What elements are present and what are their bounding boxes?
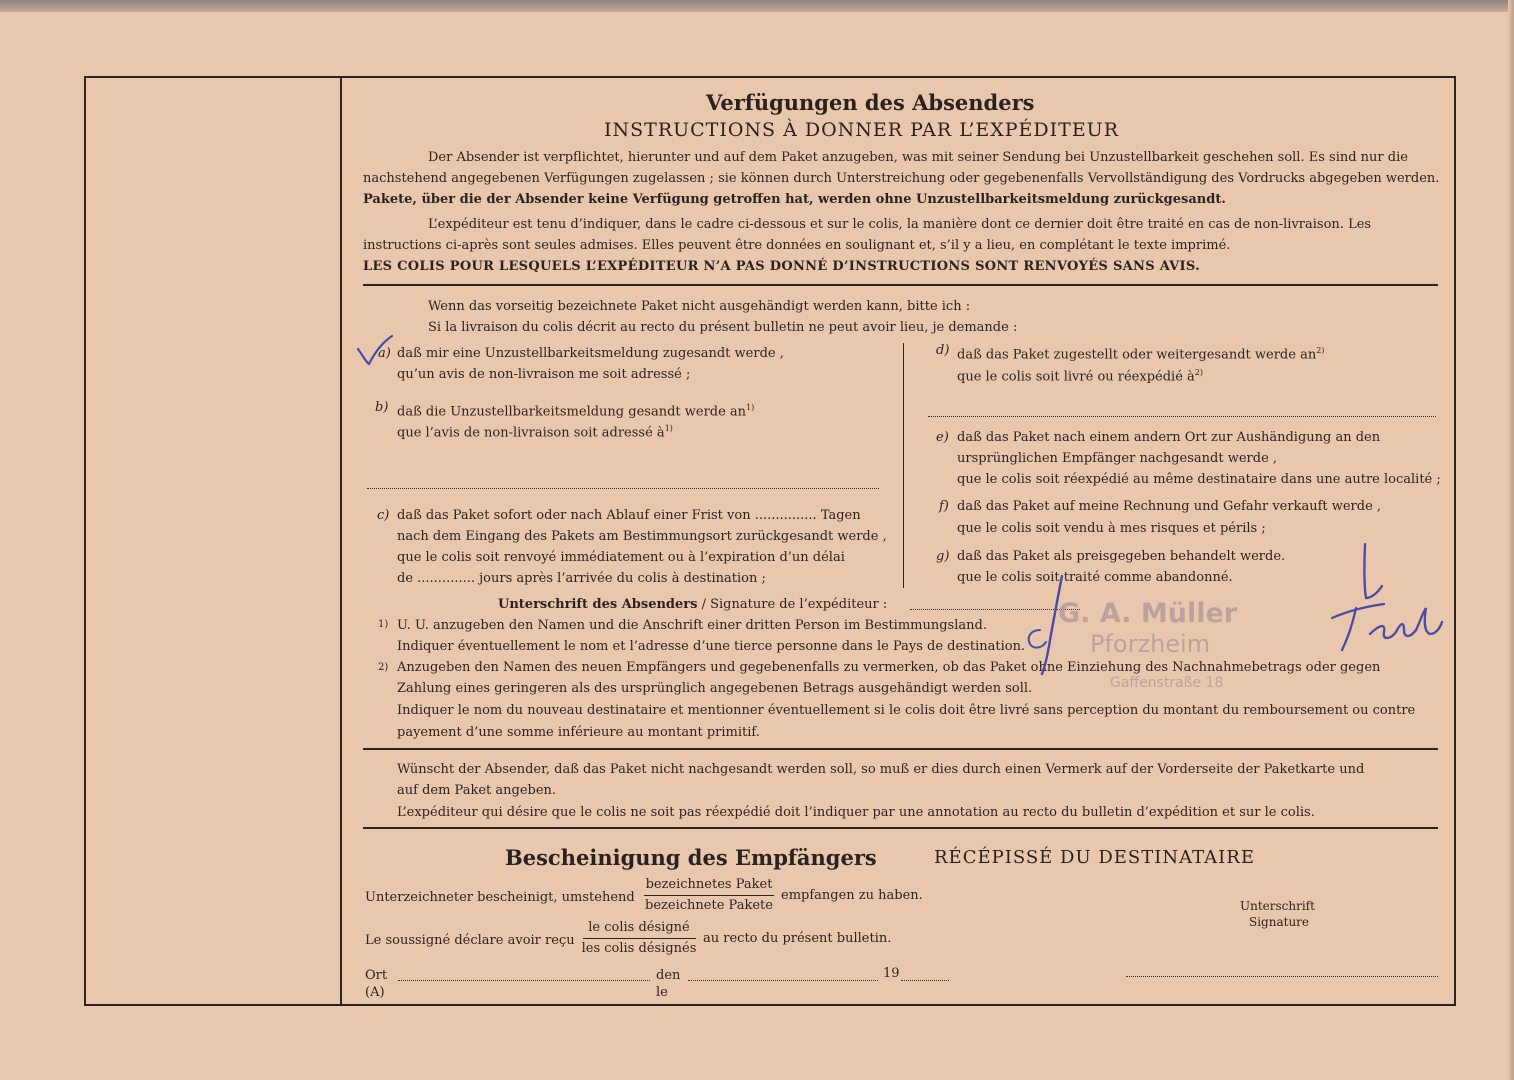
divider-3 xyxy=(363,827,1438,829)
option-d-de: daß das Paket zugestellt oder weitergesandt werde $an^{2)}$ xyxy=(957,346,1325,363)
option-a-fr: qu’un avis de non-livraison me soit adressé ; xyxy=(397,367,691,382)
request-de: Wenn das vorseitig bezeichnete Paket nicht ausgehändigt werden kann, bitte ich : xyxy=(428,299,971,314)
receipt-sig-de: Unterschrift xyxy=(1240,899,1315,913)
sender-signature-label: Unterschrift des Absenders / Signature de l’expéditeur : xyxy=(498,597,888,612)
divider-2 xyxy=(363,748,1438,750)
paper-right-edge xyxy=(1508,0,1514,1080)
receipt-title-fr: RÉCÉPISSÉ DU DESTINATAIRE xyxy=(934,847,1255,868)
request-fr: Si la livraison du colis décrit au recto du présent bulletin ne peut avoir lieu, je demande : xyxy=(428,320,1018,335)
option-a-letter: a) xyxy=(378,346,391,361)
receipt-year-line[interactable] xyxy=(901,980,949,981)
receipt-signature-line[interactable] xyxy=(1126,976,1438,977)
receipt-de-frac-top: bezeichnetes Paket xyxy=(645,877,773,892)
option-d-letter: d) xyxy=(936,343,950,358)
footnote-1-de: U. U. anzugeben den Namen und die Anschrift einer dritten Person im Bestimmungsland. xyxy=(397,618,987,633)
receipt-de-frac-bar xyxy=(644,895,774,896)
intro-de-bold: Pakete, über die der Absender keine Verfügung getroffen hat, werden ohne Unzustellbarkeitsmeldung zurückgesandt. xyxy=(363,192,1226,207)
intro-de-line2: nachstehend angegebenen Verfügungen zugelassen ; sie können durch Unterstreichung oder gegebenenfalls Vervollständigung des Vordrucks abgegeben werden. xyxy=(363,171,1440,186)
receipt-fr-suffix: au recto du présent bulletin. xyxy=(703,931,892,946)
option-a-de: daß mir eine Unzustellbarkeitsmeldung zugesandt werde , xyxy=(397,346,784,361)
receipt-fr-prefix: Le soussigné déclare avoir reçu xyxy=(365,933,575,948)
option-e-letter: e) xyxy=(936,430,949,445)
intro-de-line1: Der Absender ist verpflichtet, hierunter und auf dem Paket anzugeben, was mit seiner Sendung bei Unzustellbarkeit geschehen soll. Es sind nur die xyxy=(428,150,1408,165)
intro-fr-line2: instructions ci-après sont seules admises. Elles peuvent être données en soulignant et, s’il y a lieu, en complétant le texte imprimé. xyxy=(363,238,1231,253)
handwritten-mark-left xyxy=(1020,568,1080,678)
receipt-fr-frac-bar xyxy=(583,938,696,939)
option-c-de1: daß das Paket sofort oder nach Ablauf einer Frist von ............... Tagen xyxy=(397,508,861,523)
receipt-ort-label: Ort xyxy=(365,968,388,983)
divider-1 xyxy=(363,284,1438,286)
left-blank-column xyxy=(84,76,342,1006)
stamp-street: Gaffenstraße 18 xyxy=(1110,675,1224,691)
receipt-fr-frac-top: le colis désigné xyxy=(588,920,690,935)
receipt-den-label: den xyxy=(656,968,681,983)
intro-fr-bold: LES COLIS POUR LESQUELS L’EXPÉDITEUR N’A PAS DONNÉ D’INSTRUCTIONS SONT RENVOYÉS SANS AVIS. xyxy=(363,259,1200,274)
forwarding-de2: auf dem Paket angeben. xyxy=(397,783,557,798)
receipt-le-label: le xyxy=(656,985,668,1000)
option-b-letter: b) xyxy=(375,400,389,415)
receipt-sig-fr: Signature xyxy=(1249,915,1310,929)
option-c-fr2: de .............. jours après l’arrivée du colis à destination ; xyxy=(397,571,766,586)
receipt-de-frac-bottom: bezeichnete Pakete xyxy=(645,898,773,913)
footnote-2-mark: 2) xyxy=(378,662,389,673)
receipt-ort-fr: (A) xyxy=(365,985,385,1000)
option-d-fill-line xyxy=(928,416,1436,417)
option-f-de: daß das Paket auf meine Rechnung und Gefahr verkauft werde , xyxy=(957,499,1382,514)
option-d-fr: que le colis soit livré ou réexpédié $à^{2)}$ xyxy=(957,368,1203,385)
footnote-2-fr2: payement d’une somme inférieure au montant primitif. xyxy=(397,725,760,740)
option-g-fr: que le colis soit traité comme abandonné. xyxy=(957,570,1233,585)
option-c-letter: c) xyxy=(377,508,390,523)
option-e-de2: ursprünglichen Empfänger nachgesandt werde , xyxy=(957,451,1278,466)
footnote-2-de2: Zahlung eines geringeren als des ursprünglich angegebenen Betrags ausgehändigt werden soll. xyxy=(397,681,1033,696)
intro-fr-line1: L’expéditeur est tenu d’indiquer, dans le cadre ci-dessous et sur le colis, la manière dont ce dernier doit être traité en cas de non-livraison. Les xyxy=(428,217,1372,232)
option-b-de: daß die Unzustellbarkeitsmeldung gesandt werde $an^{1)}$ xyxy=(397,403,755,420)
paper-top-edge xyxy=(0,0,1514,12)
option-b-fr: que l’avis de non-livraison soit adressé $à^{1)}$ xyxy=(397,424,673,441)
option-f-letter: f) xyxy=(939,499,949,514)
option-e-de1: daß das Paket nach einem andern Ort zur Aushändigung an den xyxy=(957,430,1381,445)
title-de: Verfügungen des Absenders xyxy=(706,90,1035,115)
title-fr: INSTRUCTIONS À DONNER PAR L’EXPÉDITEUR xyxy=(604,119,1120,141)
footnote-1-mark: 1) xyxy=(378,619,389,630)
stamp-name: G. A. Müller xyxy=(1058,598,1238,629)
option-b-fill-line xyxy=(367,488,879,489)
forwarding-fr: L’expéditeur qui désire que le colis ne soit pas réexpédié doit l’indiquer par une annotation au recto du bulletin d’expédition et sur le colis. xyxy=(397,805,1315,820)
receipt-de-suffix: empfangen zu haben. xyxy=(781,888,923,903)
option-c-de2: nach dem Eingang des Pakets am Bestimmungsort zurückgesandt werde , xyxy=(397,529,887,544)
option-f-fr: que le colis soit vendu à mes risques et périls ; xyxy=(957,521,1266,536)
footnote-1-fr: Indiquer éventuellement le nom et l’adresse d’une tierce personne dans le Pays de destination. xyxy=(397,639,1026,654)
forwarding-de1: Wünscht der Absender, daß das Paket nicht nachgesandt werden soll, so muß er dies durch einen Vermerk auf der Vorderseite der Paketkarte und xyxy=(397,762,1365,777)
receipt-year: 19 xyxy=(883,966,900,981)
receipt-de-prefix: Unterzeichneter bescheinigt, umstehend xyxy=(365,890,635,905)
receipt-date-line[interactable] xyxy=(688,980,878,981)
check-mark-icon xyxy=(354,334,394,368)
option-e-fr: que le colis soit réexpédié au même destinataire dans une autre localité ; xyxy=(957,472,1441,487)
column-divider xyxy=(903,343,904,588)
option-c-fr1: que le colis soit renvoyé immédiatement ou à l’expiration d’un délai xyxy=(397,550,845,565)
receipt-fr-frac-bottom: les colis désignés xyxy=(581,941,697,956)
option-g-letter: g) xyxy=(936,549,950,564)
footnote-2-de1: Anzugeben den Namen des neuen Empfängers und gegebenenfalls zu vermerken, ob das Paket ohne Einziehung des Nachnahmebetrags oder gegen xyxy=(397,660,1381,675)
handwritten-mark-right xyxy=(1320,538,1445,658)
receipt-ort-line[interactable] xyxy=(398,980,650,981)
footnote-2-fr1: Indiquer le nom du nouveau destinataire et mentionner éventuellement si le colis doit être livré sans perception du montant du remboursement ou contre xyxy=(397,703,1416,718)
option-g-de: daß das Paket als preisgegeben behandelt werde. xyxy=(957,549,1286,564)
receipt-title-de: Bescheinigung des Empfängers xyxy=(505,845,877,870)
stamp-city: Pforzheim xyxy=(1090,630,1211,658)
